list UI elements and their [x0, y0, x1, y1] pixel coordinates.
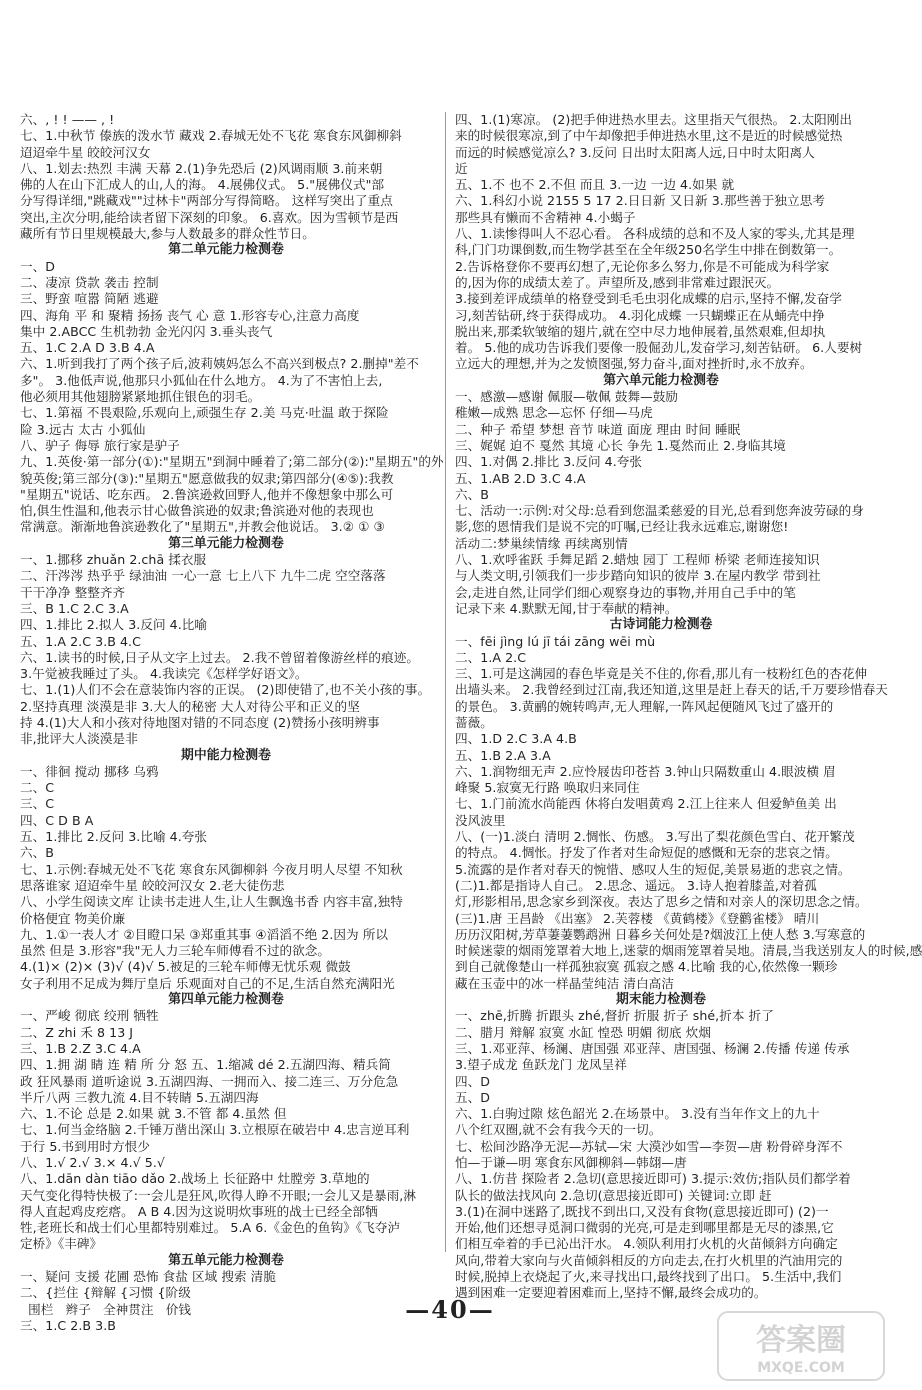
answer-line: 科,门门功课倒数,而生物学甚至在全年级250名学生中排在倒数第一。	[455, 242, 842, 258]
answer-line: 近	[455, 160, 468, 176]
answer-line: 三、野蛮 喧嚣 简陋 逃避	[20, 291, 159, 307]
answer-line: 六、1.科幻小说 2155 5 17 2.日日新 又日新 3.那些善于独立思考	[455, 193, 825, 209]
answer-line: 八、1.√ 2.√ 3.× 4.√ 5.√	[20, 1155, 165, 1170]
answer-line: 貌英俊;第三部分(③):"星期五"愿意做我的奴隶;第四部分(④⑤):我教	[20, 470, 394, 486]
answer-line: 四、C D B A	[20, 812, 94, 828]
answer-line: 立远大的理想,并为之发愤图强,努力奋斗,面对挫折时,永不放弃。	[455, 356, 813, 372]
answer-line: 女子利用不足成为舞厅皇后 乐观面对自己的不足,生活自然充满阳光	[20, 975, 395, 991]
answer-line: 思落谁家 迢迢牵牛星 皎皎河汉女 2.老大徒伤悲	[20, 877, 285, 893]
answer-line: 八、1.dān dàn tiāo dǎo 2.战场上 长征路中 灶膛旁 3.草地的	[20, 1171, 370, 1187]
answer-line: 出墙头来。 2.我曾经到过江南,我还知道,这里是赶上春天的话,千万要珍惜春天	[455, 682, 888, 698]
section-heading: 第二单元能力检测卷	[168, 242, 284, 258]
answer-line: 集中 2.ABCC 生机勃勃 金光闪闪 3.垂头丧气	[20, 323, 273, 339]
answer-line: 六、B	[455, 486, 489, 502]
answer-line: 六、1.读书的时候,日子从文字上过去。 2.我不曾留着像游丝样的痕迹。	[20, 649, 420, 665]
answer-line: 4.(1)× (2)× (3)√ (4)√ 5.被足的三轮车师傅无忧乐观 微鼓	[20, 959, 351, 975]
answer-line: 五、1.不 也不 2.不但 而且 3.一边 一边 4.如果 就	[455, 177, 735, 193]
answer-line: 六、1.润物细无声 2.应怜屐齿印苍苔 3.钟山只隔数重山 4.眼波横 眉	[455, 763, 836, 779]
answer-line: 七、1.第福 不畏艰险,乐观向上,顽强生存 2.美 马克·吐温 敢于探险	[20, 405, 389, 421]
answer-line: 与人类文明,引领我们一步步踏向知识的彼岸 3.在屋内教学 带到社	[455, 568, 821, 584]
answer-line: 的,因为你的成绩太差了。声望所及,感到非常难过跟泯灭。	[455, 274, 780, 290]
answer-line: 一、徘徊 搅动 挪移 乌鸦	[20, 763, 159, 779]
answer-line: 遇到困难一定要迎着困难而上,坚持不懈,最终会成功的。	[455, 1285, 767, 1301]
answer-line: 二、{拦住 {辩解 {习惯 {阶级	[20, 1285, 191, 1301]
answer-line: 定桥》《丰碑》	[20, 1236, 103, 1252]
answer-line: 四、D	[455, 1073, 491, 1089]
answer-line: 3.望子成龙 鱼跃龙门 龙凤呈祥	[455, 1057, 627, 1073]
answer-line: 六、, ! ! —— , !	[20, 112, 115, 127]
answer-line: 牲,老班长和战士们心里都特别难过。 5.A 6.《金色的鱼钩》《飞夺泸	[20, 1220, 401, 1236]
answer-line: 佛的人在山下汇成人的山,人的海。 4.展佛仪式。 5."展佛仪式"部	[20, 177, 385, 193]
answer-line: (二)1.都是指诗人自己。 2.思念、遥远。 3.诗人抱着膝盖,对着孤	[455, 877, 817, 893]
answer-line: 常满意。渐渐地鲁滨逊教化了"星期五",并教会他说话。 3.② ① ③	[20, 519, 385, 535]
answer-line: 七、1.中秋节 傣族的泼水节 藏戏 2.春城无处不飞花 寒食东风御柳斜	[20, 128, 402, 144]
answer-line: 3.接到差评成绩单的格登受到毛毛虫羽化成蝶的启示,坚持不懈,发奋学	[455, 291, 842, 307]
answer-line: 一、1.挪移 zhuǎn 2.chā 揉衣服	[20, 552, 207, 568]
answer-line: 七、松间沙路净无泥—苏轼—宋 大漠沙如雪—李贺—唐 粉骨碎身浑不	[455, 1138, 843, 1154]
answer-line: 五、1.C 2.A D 3.B 4.A	[20, 340, 155, 356]
answer-line: 五、D	[455, 1089, 491, 1105]
column-divider	[445, 112, 446, 1252]
answer-line: (三)1.唐 王昌龄 《出塞》 2.芙蓉楼 《黄鹤楼》《登鹳雀楼》 晴川	[455, 910, 820, 926]
answer-line: 天气变化得特快极了:一会儿是狂风,吹得人睁不开眼;一会儿又是暴雨,淋	[20, 1187, 417, 1203]
answer-line: 3.(1)在洞中迷路了,既找不到出口,又没有食物(意思接近即可) (2)一	[455, 1203, 829, 1219]
answer-line: 九、1.英俊·第一部分(①):"星期五"到洞中睡着了;第二部分(②):"星期五"的外	[20, 454, 444, 470]
section-heading: 古诗词能力检测卷	[609, 617, 713, 633]
answer-line: 藏在玉壶中的冰一样晶莹纯洁 清白高洁	[455, 975, 674, 991]
answer-line: 围栏 辫子 全神贯注 价钱	[20, 1301, 192, 1317]
answer-line: 一、感激—感谢 佩服—敬佩 鼓舞—鼓励	[455, 389, 679, 405]
section-heading: 第六单元能力检测卷	[603, 372, 719, 388]
answer-line: 持 4.(1)大人和小孩对待地图对错的不同态度 (2)赞扬小孩明辨事	[20, 714, 380, 730]
answer-line: 得人直起鸡皮疙瘩。 A B 4.因为这说明炊事班的战士已经全部牺	[20, 1203, 378, 1219]
answer-line: 一、D	[20, 258, 56, 274]
answer-line: 二、腊月 辩解 寂寞 水缸 惶恐 明媚 彻底 炊烟	[455, 1024, 711, 1040]
answer-line: 六、1.白驹过隙 炫色韶光 2.在场景中。 3.没有当年作文上的九十	[455, 1106, 820, 1122]
answer-line: 八、1.划去:热烈 丰满 天幕 2.(1)争先恐后 (2)风调雨顺 3.前来朝	[20, 160, 383, 176]
answer-line: 迢迢牵牛星 皎皎河汉女	[20, 144, 151, 160]
answer-line: 八、1.仿昔 探险者 2.急切(意思接近即可) 3.提示:效仿;指队员们都学着	[455, 1171, 851, 1187]
answer-line: 记录下来 4.默默无闻,甘于奉献的精神。	[455, 600, 678, 616]
answer-line: 七、1.(1)人们不会在意装饰内容的正误。 (2)即使错了,也不关小孩的事。	[20, 682, 431, 698]
answer-line: 五、1.A 2.C 3.B 4.C	[20, 633, 141, 649]
answer-line: 2.坚持真理 淡漠是非 3.大人的秘密 大人对待公平和正义的坚	[20, 698, 360, 714]
answer-line: 二、凄凉 贷款 袭击 控制	[20, 274, 159, 290]
answer-line: 一、fēi jìng lú jī tái zāng wēi mù	[455, 633, 656, 649]
answer-line: 四、1.D 2.C 3.A 4.B	[455, 731, 577, 747]
answer-line: 2.告诉格登你不要再幻想了,无论你多么努力,你是不可能成为科学家	[455, 258, 830, 274]
answer-line: 习,刻苦钻研,终于获得成功。 4.羽化成蝶 一只蝴蝶正在从蛹壳中挣	[455, 307, 825, 323]
answer-line: 峰聚 5.寂寞无行路 唤取归来同住	[455, 780, 640, 796]
answer-line: 八、驴子 侮辱 旅行家是驴子	[20, 437, 180, 453]
answer-line: 们相互牵着的手已沁出汗水。 4.领队利用打火机的火苗倾斜方向确定	[455, 1236, 838, 1252]
answer-line: 于行 5.书到用时方恨少	[20, 1138, 150, 1154]
answer-line: 七、1.何当金络脑 2.千锤万凿出深山 3.立根原在破岩中 4.忠言逆耳利	[20, 1122, 410, 1138]
answer-line: 八、1.欢呼雀跃 手舞足蹈 2.蜡烛 园丁 工程师 桥梁 老师连接知识	[455, 552, 820, 568]
answer-line: 的特点。 4.惆怅。抒发了作者对生命短促的感慨和无奈的悲哀之情。	[455, 845, 838, 861]
answer-line: 他必须用其他翅膀紧紧地抓住银色的羽毛。	[20, 389, 261, 405]
answer-line: 5.流露的是作者对春天的惋惜、感叹人生的短促,美景易逝的悲哀之情。	[455, 861, 851, 877]
answer-line: 的景色。 3.黄鹂的婉转鸣声,无人理解,一阵风起便随风飞过了盛开的	[455, 698, 834, 714]
section-heading: 第五单元能力检测卷	[168, 1252, 284, 1268]
answer-line: 一、zhē,折腾 折跟头 zhé,督折 折服 折子 shé,折本 折了	[455, 1008, 774, 1024]
answer-line: 一、严峻 彻底 绞刑 牺牲	[20, 1008, 159, 1024]
answer-line: 风向,带着大家向与火苗倾斜相反的方向走去,在打火机里的汽油用完的	[455, 1252, 843, 1268]
answer-line: 开始,他们还想寻觅洞口微弱的光亮,可是走到哪里都是无尽的漆黑,它	[455, 1220, 834, 1236]
page-number: —40—	[405, 1295, 495, 1324]
answer-line: 半斤八两 三教九流 4.目不转睛 5.五湖四海	[20, 1089, 259, 1105]
answer-line: 六、B	[20, 845, 54, 861]
watermark-url: MXQE.COM	[757, 1360, 845, 1376]
answer-line: 3.午觉被我睡过了头。 4.我读完《怎样学好语文》。	[20, 666, 308, 682]
answer-line: 五、1.排比 2.反问 3.比喻 4.夸张	[20, 829, 208, 845]
section-heading: 第四单元能力检测卷	[168, 992, 284, 1008]
answer-line: 险 3.远古 太古 小狐仙	[20, 421, 146, 437]
answer-line: 怕,俱生性温和,他表示甘心做鲁滨逊的奴隶;鲁滨逊对他的表现也	[20, 503, 374, 519]
answer-line: 三、B 1.C 2.C 3.A	[20, 600, 129, 616]
answer-line: 没风波里	[455, 812, 506, 828]
right-column	[455, 112, 922, 1302]
answer-line: 蔷薇。	[455, 714, 493, 730]
answer-line: 六、1.不论 总是 2.如果 就 3.不管 都 4.虽然 但	[20, 1106, 287, 1122]
answer-line: 八个红双圈,就不会有我今天的一切。	[455, 1122, 662, 1138]
answer-line: 三、娓娓 迫不 戛然 其境 心长 争先 1.戛然而止 2.身临其境	[455, 437, 786, 453]
answer-line: 非,批评大人淡漠是非	[20, 731, 138, 747]
answer-line: 七、活动一:示例:对父母:总看到您温柔慈爱的目光,总看到您奔波劳碌的身	[455, 503, 864, 519]
answer-line: 三、1.C 2.B 3.B	[20, 1317, 116, 1333]
answer-line: 七、1.门前流水尚能西 休将白发唱黄鸡 2.江上往来人 但爱鲈鱼美 出	[455, 796, 837, 812]
answer-line: 四、1.排比 2.拟人 3.反问 4.比喻	[20, 617, 208, 633]
section-heading: 第三单元能力检测卷	[168, 535, 284, 551]
answer-line: 队长的做法找风向 2.急切(意思接近即可) 关键词:立即 赶	[455, 1187, 772, 1203]
answer-line: 怕—于谦—明 寒食东风御柳斜—韩翃—唐	[455, 1155, 687, 1170]
answer-line: 干干净净 整整齐齐	[20, 584, 126, 600]
left-column	[20, 112, 444, 1334]
section-heading: 期末能力检测卷	[616, 992, 706, 1008]
watermark-logo	[716, 1310, 886, 1382]
answer-line: 脱出来,那柔软皱缩的翅片,就在空中尽力地伸展着,虽然艰难,但却执	[455, 323, 826, 339]
answer-line: 二、汗涔涔 热乎乎 绿油油 一心一意 七上八下 九牛二虎 空空落落	[20, 568, 386, 584]
answer-line: 九、1.①一表人才 ②目瞪口呆 ③郑重其事 ④滔滔不绝 2.因为 所以	[20, 926, 389, 942]
answer-line: "星期五"说话、吃东西。 2.鲁滨逊救回野人,他并不像想象中那么可	[20, 486, 394, 502]
answer-line: 而远的时候感觉凉么? 3.反问 日出时太阳离人远,日中时太阳离人	[455, 144, 815, 160]
answer-line: 四、1.(1)寒凉。 (2)把手伸进热水里去。这里指天气很热。 2.太阳刚出	[455, 112, 853, 127]
answer-line: 政 狂风暴雨 道听途说 3.五湖四海、一拥而入、接二连三、万分危急	[20, 1073, 399, 1089]
answer-line: 四、1.对偶 2.排比 3.反问 4.夸张	[455, 454, 643, 470]
answer-line: 来的时候很寒凉,到了中午却像把手伸进热水里,这不是近的时候感觉热	[455, 128, 843, 144]
answer-line: 时候,脱掉上衣烧起了火,来寻找出口,最终找到了出口。 5.生活中,我们	[455, 1269, 842, 1285]
answer-line: 稚嫩—成熟 思念—忘怀 仔细—马虎	[455, 405, 653, 421]
answer-line: 会,走进自然,让同学们细心观察身边的事物,并用自己手中的笔	[455, 584, 796, 600]
answer-line: 活动二:梦巢续情缘 再续离别情	[455, 535, 628, 551]
answer-line: 灯,形影相吊,思念家乡到深夜。表达了思乡之情和对亲人的深切思念之情。	[455, 894, 868, 910]
answer-line: 影,您的恩情我们是说不完的叮嘱,已经让我永远难忘,谢谢您!	[455, 519, 789, 535]
answer-line: 三、C	[20, 796, 55, 812]
answer-line: 八、小学生阅读文库 让读书走进人生,让人生飘逸书香 内容丰富,独特	[20, 894, 403, 910]
answer-line: 三、1.邓亚萍、杨澜、唐国强 邓亚萍、唐国强、杨澜 2.传播 传递 传承	[455, 1040, 850, 1056]
answer-line: 藏所有节日里规模最大,参与人数最多的群众性节日。	[20, 226, 315, 242]
answer-line: 四、海角 平 和 聚精 扬扬 丧气 心 意 1.形容专心,注意力高度	[20, 307, 360, 323]
answer-line: 二、1.A 2.C	[455, 649, 527, 665]
answer-line: 突出,主次分明,能给读者留下深刻的印象。 6.喜欢。因为雪顿节是西	[20, 209, 399, 225]
answer-line: 五、1.AB 2.D 3.C 4.A	[455, 470, 586, 486]
answer-line: 五、1.B 2.A 3.A	[455, 747, 551, 763]
answer-line: 虽然 但是 3.形容"我"无人力三轮车师傅看不过的欲念。	[20, 943, 331, 959]
answer-line: 八、1.读惨得叫人不忍心看。 各科成绩的总和不及人家的零头,尤其是理	[455, 226, 855, 242]
answer-line: 时候迷蒙的烟雨笼罩着大地上,迷蒙的烟雨笼罩着吴地。清晨,当我送别友人的时候,感	[455, 943, 922, 959]
answer-line: 多"。 3.他低声说,他那只小狐仙在什么地方。 4.为了不害怕上去,	[20, 372, 383, 388]
answer-line: 二、C	[20, 780, 55, 796]
section-heading: 期中能力检测卷	[181, 747, 271, 763]
answer-line: 着。 5.他的成功告诉我们要像一股倔劲儿,发奋学习,刻苦钻研。 6.人要树	[455, 340, 863, 356]
answer-line: 一、疑问 支援 花圃 恐怖 食盐 区域 搜索 清脆	[20, 1269, 276, 1285]
watermark-text: 答案圈	[756, 1323, 846, 1358]
answer-line: 七、1.示例:春城无处不飞花 寒食东风御柳斜 今夜月明人尽望 不知秋	[20, 861, 403, 877]
answer-line: 分写得详细,"跳藏戏""过林卡"两部分写得简略。 这样写突出了重点	[20, 193, 393, 209]
answer-line: 历历汉阳树,芳草萋萋鹦鹉洲 日暮乡关何处是?烟波江上使人愁 3.写寒意的	[455, 926, 866, 942]
answer-line: 六、1.听到我打了两个孩子后,波莉姨妈怎么不高兴到极点? 2.删掉"差不	[20, 356, 419, 372]
answer-line: 三、1.可是这满园的春色毕竟是关不住的,你看,那儿有一枝粉红色的杏花伸	[455, 666, 868, 682]
answer-line: 八、(一)1.淡白 清明 2.惆怅、伤感。 3.写出了梨花颜色雪白、花开繁茂	[455, 829, 855, 845]
answer-line: 价格便宜 物美价廉	[20, 910, 126, 926]
answer-line: 那些具有懒而不舍精神 4.小蝎子	[455, 209, 636, 225]
answer-line: 二、种子 希望 梦想 音节 味道 面庞 理由 时间 睡眠	[455, 421, 741, 437]
answer-line: 四、1.拥 湖 睛 连 精 所 分 怒 五、1.缩减 dé 2.五湖四海、精兵简	[20, 1057, 391, 1073]
answer-line: 三、1.B 2.Z 3.C 4.A	[20, 1040, 141, 1056]
answer-line: 到自己就像楚山一样孤独寂寞 孤寂之感 4.比喻 我的心,依然像一颗珍	[455, 959, 838, 975]
answer-line: 二、Z zhi 禾 8 13 J	[20, 1024, 134, 1040]
